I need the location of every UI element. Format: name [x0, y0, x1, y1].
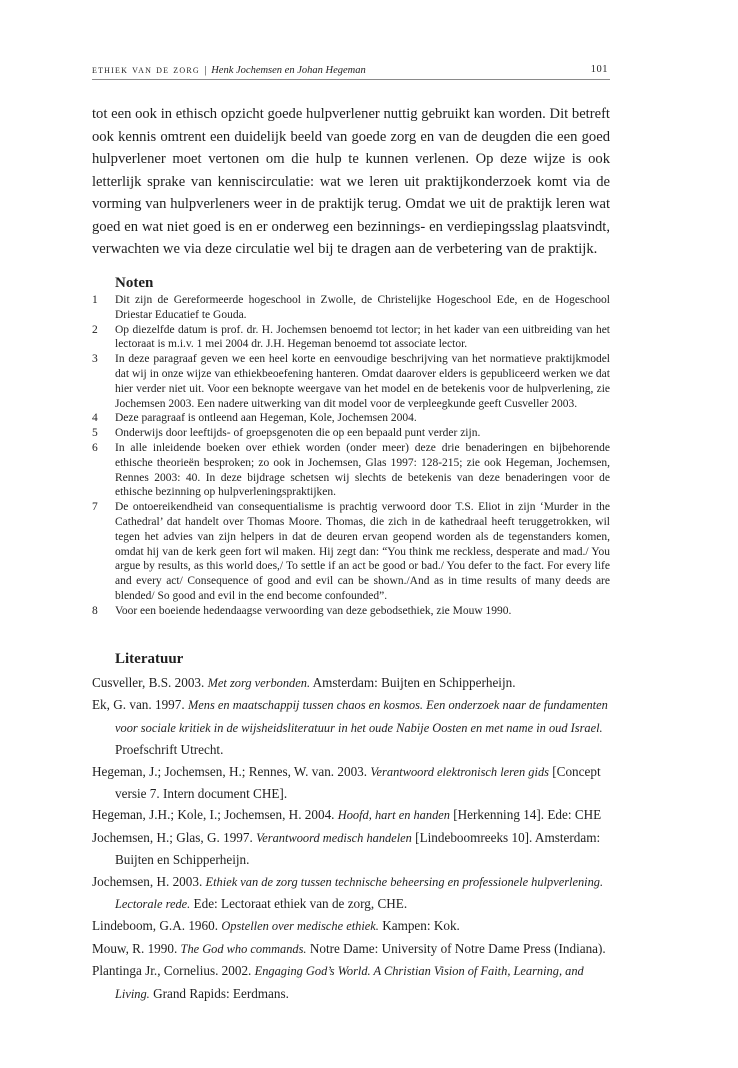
- note-item: [92, 411, 610, 426]
- reference-list: [92, 672, 610, 1005]
- header-authors: Henk Jochemsen en Johan Hegeman: [211, 65, 366, 76]
- note-text: Dit zijn de Gereformeerde hogeschool in Zwolle, de Christelijke Hogeschool Ede, en de Hogeschool Driestar Educatief te Gouda.: [115, 294, 610, 321]
- notes-list: [92, 293, 610, 619]
- reference-rest: Ede: Lectoraat ethiek van de zorg, CHE.: [193, 896, 408, 912]
- note-number: 7: [92, 501, 98, 514]
- reference-rest: [Lindeboomreeks 10]. Amsterdam: Buijten en Schipperheijn.: [115, 829, 601, 868]
- reference-author: Plantinga Jr., Cornelius. 2002.: [92, 963, 252, 979]
- note-number: 2: [92, 323, 98, 336]
- note-text: In deze paragraaf geven we een heel korte en eenvoudige beschrijving van het normatieve praktijkmodel dat wij in onze wijze van ethiekbeoefening hanteren. Omdat daarover elders is gepubliceerd werken we dat hier verder niet uit. Voor een beknopte weergave van het model en de betekenis voor de hulpverlening, zie Jochemsen 2003. Een nadere uitwerking van dit model voor de verpleegkunde geeft Cusveller 2003.: [115, 353, 610, 410]
- reference-author: Hegeman, J.; Jochemsen, H.; Rennes, W. van. 2003.: [92, 763, 368, 779]
- note-text: Deze paragraaf is ontleend aan Hegeman, Kole, Jochemsen 2004.: [115, 412, 417, 425]
- reference-title: Mens en maatschappij tussen chaos en kosmos. Een onderzoek naar de fundamenten voor sociale kritiek in de wijsheidsliteratuur in het oude Nabije Oosten en met name in oud Israel.: [115, 698, 608, 735]
- reference-entry: [92, 804, 610, 826]
- note-item: [92, 500, 610, 604]
- reference-title: Opstellen over medische ethiek.: [221, 919, 379, 934]
- note-text: De ontoereikendheid van consequentialisme is prachtig verwoord door T.S. Eliot in zijn ‘Murder in the Cathedral’ dat handelt over Thomas Moore. Thomas, die zich in de kathedraal heeft teruggetrokken, wil tegen het advies van zijn helpers in dat de deuren ervan geopend worden als de tegenstanders komen, omdat hij van de kerk geen fort wil maken. Hij zegt dan: “You think me reckless, desperate and mad./ You argue by results, as this world does,/ To settle if an act be good or bad./ You defer to the fact. For every life and every act/ Consequence of good and evil can be shown./And as in time results of many deeds are blended/ So good and evil in the end become confounded”.: [115, 501, 610, 602]
- reference-title: Verantwoord elektronisch leren gids: [370, 764, 549, 779]
- running-head: [92, 64, 366, 76]
- reference-title: The God who commands.: [180, 941, 307, 956]
- reference-entry: [92, 871, 610, 916]
- reference-title: Verantwoord medisch handelen: [256, 830, 412, 845]
- note-number: 5: [92, 427, 98, 440]
- note-number: 3: [92, 353, 98, 366]
- reference-title: Ethiek van de zorg tussen technische beheersing en professionele hulpverlening. Lectorale rede.: [115, 874, 604, 912]
- reference-title: Engaging God’s World. A Christian Vision of Faith, Learning, and Living.: [115, 964, 584, 1001]
- reference-author: Mouw, R. 1990.: [92, 940, 178, 956]
- note-text: Op diezelfde datum is prof. dr. H. Jochemsen benoemd tot lector; in het kader van een uitbreiding van het lectoraat is m.i.v. 1 mei 2004 dr. J.H. Hegeman benoemd tot associate lector.: [115, 323, 610, 351]
- reference-rest: Grand Rapids: Eerdmans.: [153, 985, 289, 1001]
- reference-entry: [92, 915, 610, 937]
- header-separator: |: [204, 65, 207, 76]
- reference-author: Ek, G. van. 1997.: [92, 697, 185, 713]
- page-number: 101: [590, 64, 608, 75]
- note-item: [92, 426, 610, 441]
- reference-entry: [92, 960, 610, 1005]
- reference-entry: [92, 827, 610, 871]
- reference-entry: [92, 694, 610, 760]
- note-item: [92, 604, 610, 619]
- journal-title: ethiek van de zorg: [92, 64, 200, 76]
- note-item: [92, 323, 610, 353]
- running-header: [92, 61, 610, 80]
- notes-heading: Noten: [115, 275, 154, 291]
- note-number: 4: [92, 412, 98, 425]
- reference-title: Hoofd, hart en handen: [337, 808, 450, 823]
- note-text: Voor een boeiende hedendaagse verwoording van deze gebodsethiek, zie Mouw 1990.: [115, 604, 512, 617]
- reference-author: Hegeman, J.H.; Kole, I.; Jochemsen, H. 2004.: [92, 807, 335, 823]
- reference-rest: Notre Dame: University of Notre Dame Press (Indiana).: [309, 940, 606, 956]
- reference-author: Lindeboom, G.A. 1960.: [92, 918, 219, 934]
- note-number: 6: [92, 441, 98, 454]
- note-number: 8: [92, 604, 98, 617]
- reference-rest: Kampen: Kok.: [382, 918, 460, 934]
- reference-rest: Amsterdam: Buijten en Schipperheijn.: [312, 675, 516, 690]
- reference-author: Cusveller, B.S. 2003.: [92, 675, 205, 690]
- reference-entry: [92, 761, 610, 805]
- body-paragraph: tot een ook in ethisch opzicht goede hulpverlener nuttig gebruikt kan worden. Dit betreft ook kennis omtrent een duidelijk beeld van goede zorg en van de deugden die een goed hulpverlener moet vertonen om die hulp te kunnen verlenen. Op deze wijze is ook letterlijk sprake van kenniscirculatie: wat we leren uit praktijkonderzoek komt via de vorming van hulpverleners weer in de praktijk terug. Omdat we uit de praktijk leren wat goed en wat niet goed is en er onderweg een bezinnings- en verdiepingsslag plaatsvindt, verwachten we via deze circulatie wel bij te dragen aan de verbetering van de praktijk.: [92, 106, 610, 257]
- reference-rest: [Concept versie 7. Intern document CHE].: [115, 763, 601, 802]
- reference-author: Jochemsen, H.; Glas, G. 1997.: [92, 829, 253, 845]
- note-text: Onderwijs door leeftijds- of groepsgenoten die op een bepaald punt verder zijn.: [115, 427, 481, 440]
- reference-rest: Proefschrift Utrecht.: [115, 742, 224, 758]
- note-number: 1: [92, 294, 98, 306]
- note-item: [92, 352, 610, 411]
- note-item: [92, 441, 610, 500]
- reference-title: Met zorg verbonden.: [207, 676, 311, 690]
- literature-heading: Literatuur: [115, 651, 184, 667]
- note-text: In alle inleidende boeken over ethiek worden (onder meer) deze drie benaderingen en bijbehorende ethische theorieën besproken; zo ook in Jochemsen, Glas 1997: 128-215; zie ook Hegeman, Jochemsen, Rennes 2003: 40. In deze bijdrage schetsen wij slechts de betekenis van deze benaderingen voor de ethische bezinning op hulpverleningspraktijken.: [115, 441, 610, 499]
- reference-entry: [92, 672, 610, 694]
- note-item: [92, 293, 610, 323]
- reference-rest: [Herkenning 14]. Ede: CHE: [453, 807, 602, 823]
- reference-entry: [92, 938, 610, 960]
- reference-author: Jochemsen, H. 2003.: [92, 873, 203, 889]
